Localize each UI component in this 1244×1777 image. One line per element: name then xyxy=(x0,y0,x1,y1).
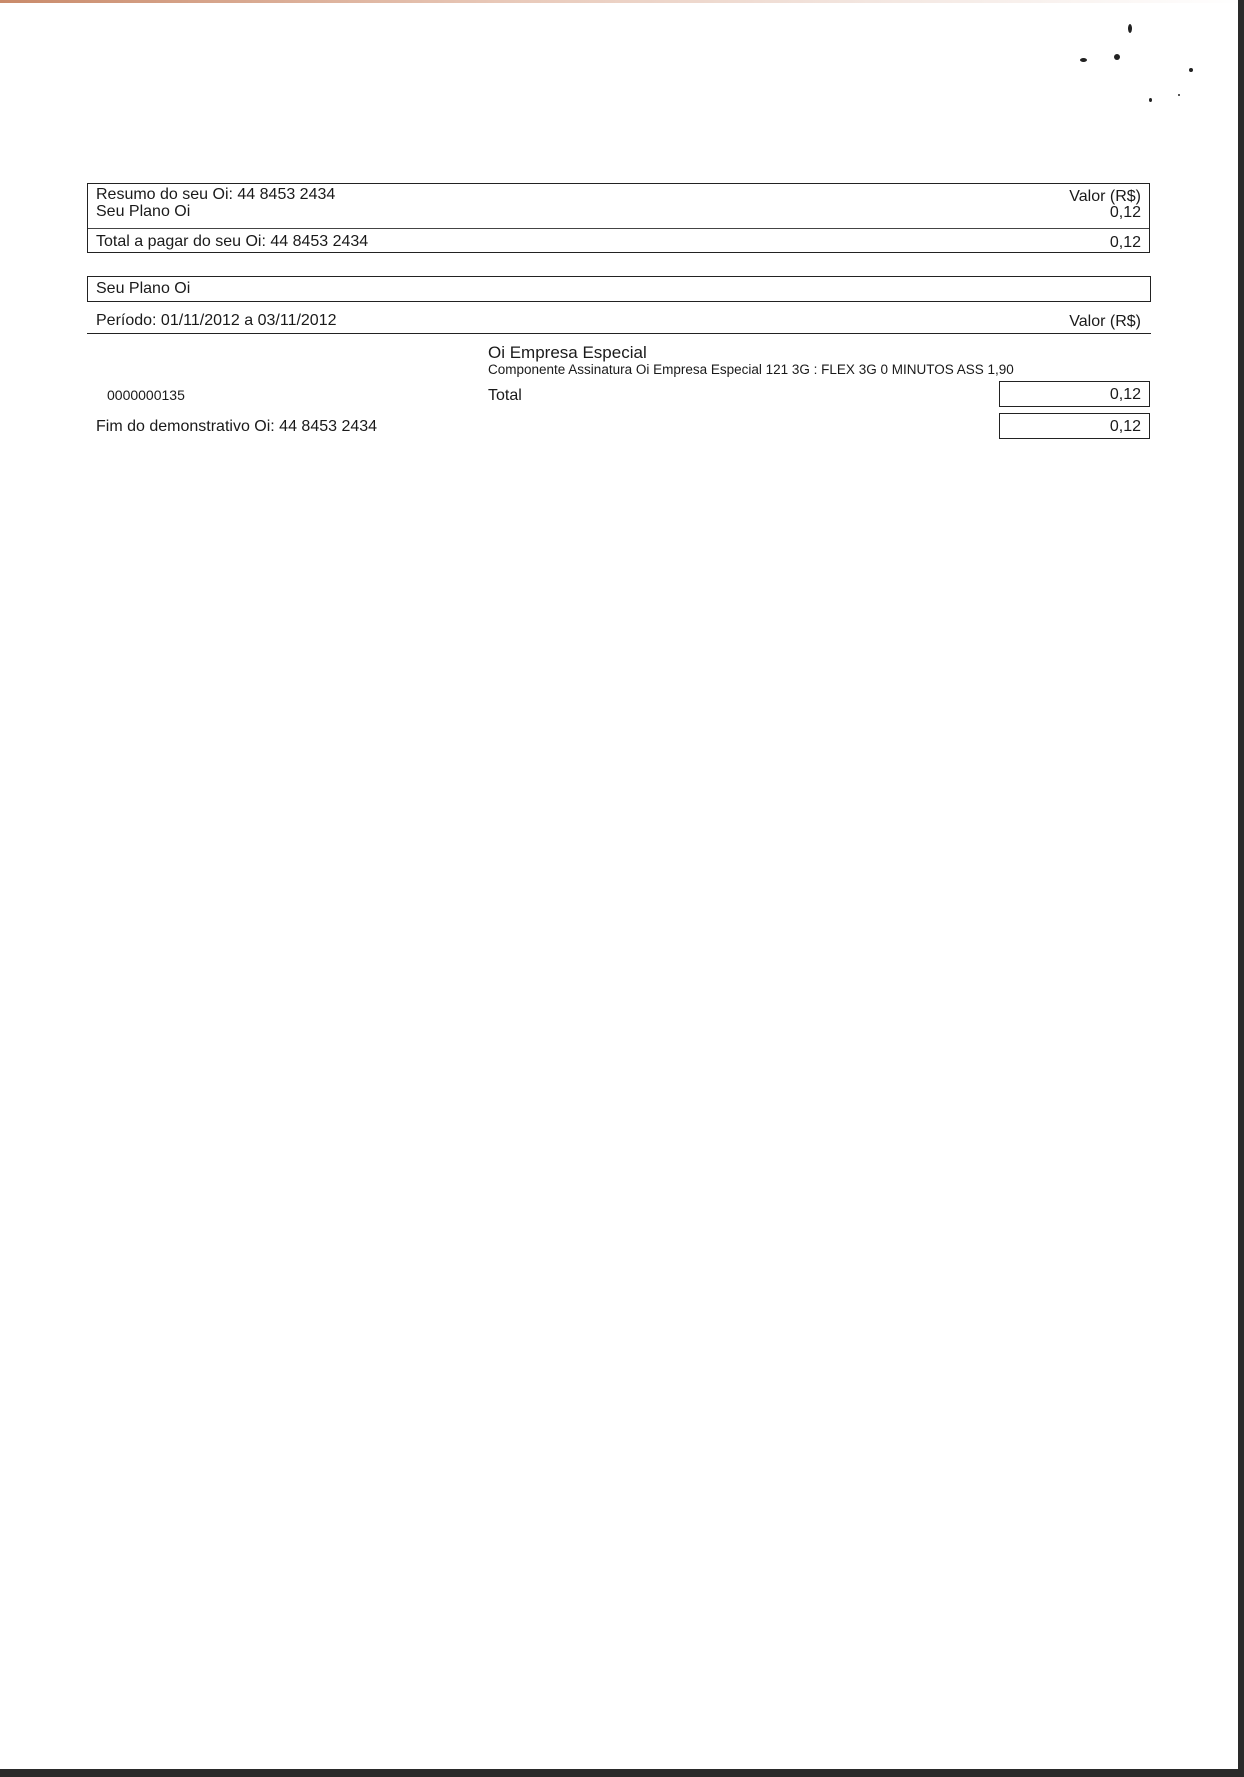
scan-speck xyxy=(1114,54,1120,60)
summary-title: Resumo do seu Oi: 44 8453 2434 xyxy=(96,186,336,203)
summary-plan-label: Seu Plano Oi xyxy=(96,203,191,220)
scan-speck xyxy=(1080,58,1087,62)
scan-speck xyxy=(1178,94,1180,96)
end-of-statement-label: Fim do demonstrativo Oi: 44 8453 2434 xyxy=(96,418,378,435)
summary-divider xyxy=(88,228,1149,229)
product-name: Oi Empresa Especial xyxy=(488,343,647,362)
end-of-statement-value: 0,12 xyxy=(1109,418,1141,435)
scan-speck xyxy=(1189,68,1193,72)
summary-value-header: Valor (R$) xyxy=(1069,188,1141,205)
plan-value-header: Valor (R$) xyxy=(1069,313,1141,330)
period-rule xyxy=(87,333,1151,334)
item-code: 0000000135 xyxy=(107,387,185,403)
scan-edge-right xyxy=(1238,0,1244,1777)
summary-total-label: Total a pagar do seu Oi: 44 8453 2434 xyxy=(96,233,369,250)
plan-section-header-box xyxy=(87,276,1151,302)
summary-total-value: 0,12 xyxy=(1109,234,1141,251)
summary-plan-value: 0,12 xyxy=(1109,204,1141,221)
scan-speck xyxy=(1149,98,1152,102)
plan-total-label: Total xyxy=(488,387,522,404)
scan-speck xyxy=(1128,24,1132,33)
plan-section-title: Seu Plano Oi xyxy=(96,280,191,297)
plan-total-value: 0,12 xyxy=(1109,386,1141,403)
plan-period: Período: 01/11/2012 a 03/11/2012 xyxy=(96,312,337,329)
scan-edge-bottom xyxy=(0,1769,1244,1777)
scan-edge-top xyxy=(0,0,1244,3)
component-description: Componente Assinatura Oi Empresa Especial 121 3G : FLEX 3G 0 MINUTOS ASS 1,90 xyxy=(488,362,1014,377)
